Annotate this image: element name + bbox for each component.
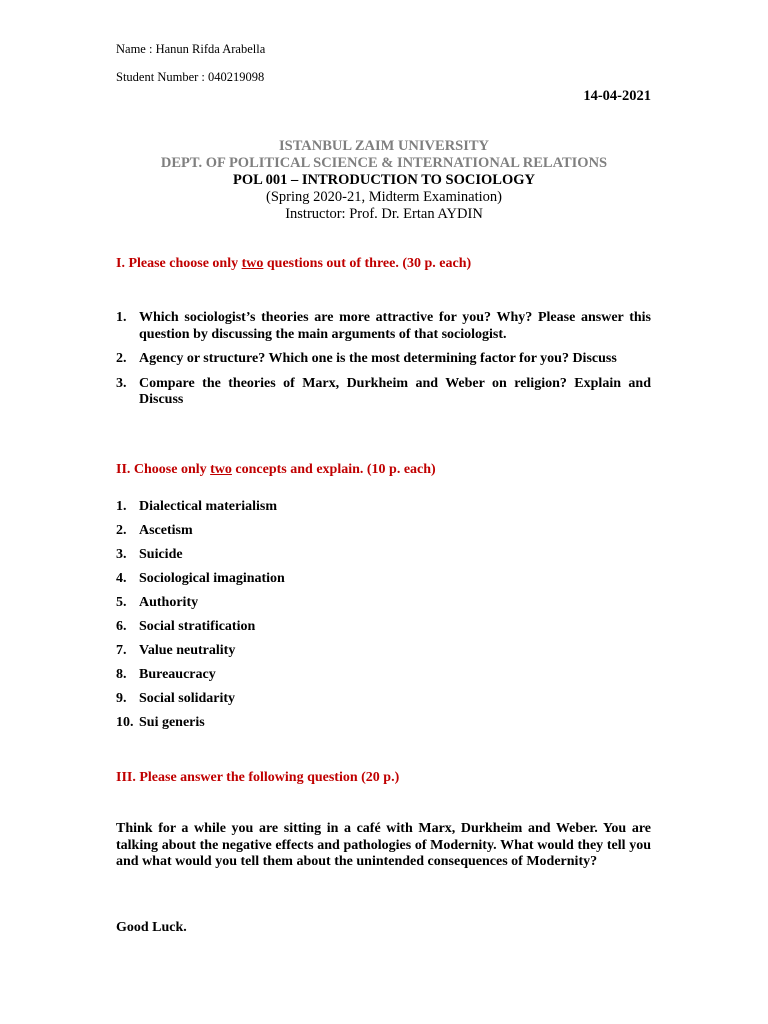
concept-text: Suicide <box>139 547 183 562</box>
concept-text: Ascetism <box>139 523 193 538</box>
section-2-title <box>116 462 436 478</box>
question-item <box>116 376 651 409</box>
instructor-line: Instructor: Prof. Dr. Ertan AYDIN <box>285 206 483 222</box>
university-name: ISTANBUL ZAIM UNIVERSITY <box>278 138 490 154</box>
exam-date: 14-04-2021 <box>583 88 651 104</box>
concept-text: Sociological imagination <box>139 571 285 586</box>
question-number: 1. <box>116 310 127 325</box>
section-3-title: III. Please answer the following question (20 p.) <box>116 770 400 785</box>
course-title: POL 001 – INTRODUCTION TO SOCIOLOGY <box>232 172 535 188</box>
section-1-title-after: questions out of three. (30 p. each) <box>263 256 472 271</box>
concept-number: 10. <box>116 715 134 730</box>
concept-item <box>116 547 651 571</box>
exam-header <box>0 138 768 223</box>
exam-term: (Spring 2020-21, Midterm Examination) <box>266 189 502 205</box>
question-item <box>116 310 651 343</box>
concept-item <box>116 691 651 715</box>
question-text: Which sociologist’s theories are more attractive for you? Why? Please answer this question by discussing the main arguments of that sociologist. <box>139 310 651 342</box>
concept-number: 8. <box>116 667 127 682</box>
closing-text: Good Luck. <box>116 920 187 935</box>
student-name-line: Name : Hanun Rifda Arabella <box>116 42 266 56</box>
question-number: 3. <box>116 375 127 391</box>
section-2-title-after: concepts and explain. (10 p. each) <box>231 462 436 477</box>
question-text: Compare the theories of Marx, Durkheim and Weber on religion? Explain and Discuss <box>139 375 651 407</box>
concept-number: 4. <box>116 571 127 586</box>
concept-item <box>116 619 651 643</box>
concept-text: Value neutrality <box>139 643 236 658</box>
student-number-line: Student Number : 040219098 <box>116 70 265 84</box>
question-text: Agency or structure? Which one is the most determining factor for you? Discuss <box>139 351 617 366</box>
essay-question: Think for a while you are sitting in a café with Marx, Durkheim and Weber. You are talking about the negative effects and pathologies of Modernity. What would they tell you and what would you tell them about the unintended consequences of Modernity? <box>116 821 651 869</box>
section-2-title-underlined: two <box>210 462 232 477</box>
section-1-title-before: I. Please choose only <box>116 256 242 271</box>
concept-item <box>116 571 651 595</box>
concept-text: Authority <box>139 595 199 610</box>
question-number: 2. <box>116 351 127 366</box>
concept-number: 3. <box>116 547 127 562</box>
section-1-title <box>116 256 471 272</box>
concept-item <box>116 499 651 523</box>
concept-text: Bureaucracy <box>139 667 216 682</box>
department-name: DEPT. OF POLITICAL SCIENCE & INTERNATIONAL RELATIONS <box>160 155 608 171</box>
concept-number: 9. <box>116 691 127 706</box>
section-1-title-underlined: two <box>241 256 264 271</box>
concept-number: 2. <box>116 523 127 538</box>
concept-number: 5. <box>116 595 127 610</box>
section-2-title-before: II. Choose only <box>116 462 211 477</box>
question-item <box>116 351 651 368</box>
concept-number: 6. <box>116 619 127 634</box>
concept-text: Dialectical materialism <box>139 499 278 514</box>
concept-item <box>116 715 651 739</box>
concept-item <box>116 523 651 547</box>
concept-item <box>116 667 651 691</box>
concept-number: 1. <box>116 499 127 514</box>
section-1-question-list <box>116 310 651 417</box>
concept-number: 7. <box>116 643 127 658</box>
section-2-concept-list <box>116 499 651 739</box>
concept-item <box>116 595 651 619</box>
concept-text: Sui generis <box>139 715 205 730</box>
concept-text: Social solidarity <box>139 691 236 706</box>
concept-item <box>116 643 651 667</box>
concept-text: Social stratification <box>139 619 256 634</box>
